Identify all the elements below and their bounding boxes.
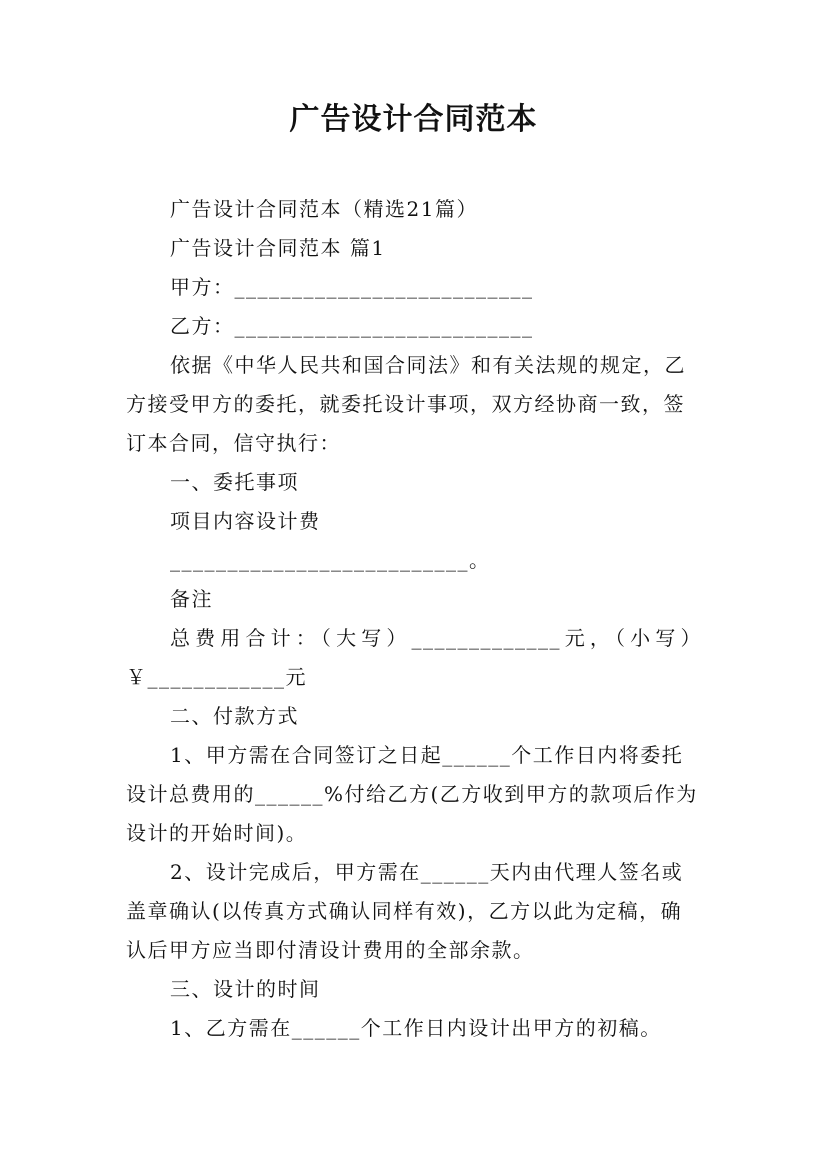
paragraph-payment-1: 1、甲方需在合同签订之日起______个工作日内将委托设计总费用的______%付给乙方(乙方收到甲方的款项后作为设计的开始时间)。 bbox=[126, 743, 698, 845]
paragraph-design-time-1: 1、乙方需在______个工作日内设计出甲方的初稿。 bbox=[170, 1016, 662, 1040]
paragraph-section-heading: 广告设计合同范本 篇1 bbox=[170, 236, 386, 260]
clause-heading-1: 一、委托事项 bbox=[170, 470, 299, 494]
paragraph-project-content: 项目内容设计费 bbox=[170, 509, 321, 533]
paragraph-payment-2: 2、设计完成后，甲方需在______天内由代理人签名或盖章确认(以传真方式确认同样有效)，乙方以此为定稿，确认后甲方应当即付清设计费用的全部余款。 bbox=[126, 860, 684, 962]
paragraph-remarks: 备注 bbox=[170, 587, 213, 611]
party-a-line: 甲方：__________________________ bbox=[170, 275, 534, 299]
paragraph-preamble: 依据《中华人民共和国合同法》和有关法规的规定，乙方接受甲方的委托，就委托设计事项，双方经协商一致，签订本合同，信守执行： bbox=[126, 353, 686, 455]
party-b-line: 乙方：__________________________ bbox=[170, 314, 534, 338]
clause-heading-2: 二、付款方式 bbox=[170, 704, 299, 728]
paragraph-total-fee-amount: ￥____________元 bbox=[126, 665, 307, 689]
blank-line-fee: __________________________。 bbox=[170, 548, 491, 572]
clause-heading-3: 三、设计的时间 bbox=[170, 977, 321, 1001]
paragraph-subtitle: 广告设计合同范本（精选21篇） bbox=[170, 197, 478, 221]
document-title: 广告设计合同范本 bbox=[289, 102, 538, 137]
paragraph-total-fee: 总费用合计：（大写）_____________元，（小写） bbox=[170, 626, 702, 650]
document-body bbox=[126, 190, 702, 1048]
